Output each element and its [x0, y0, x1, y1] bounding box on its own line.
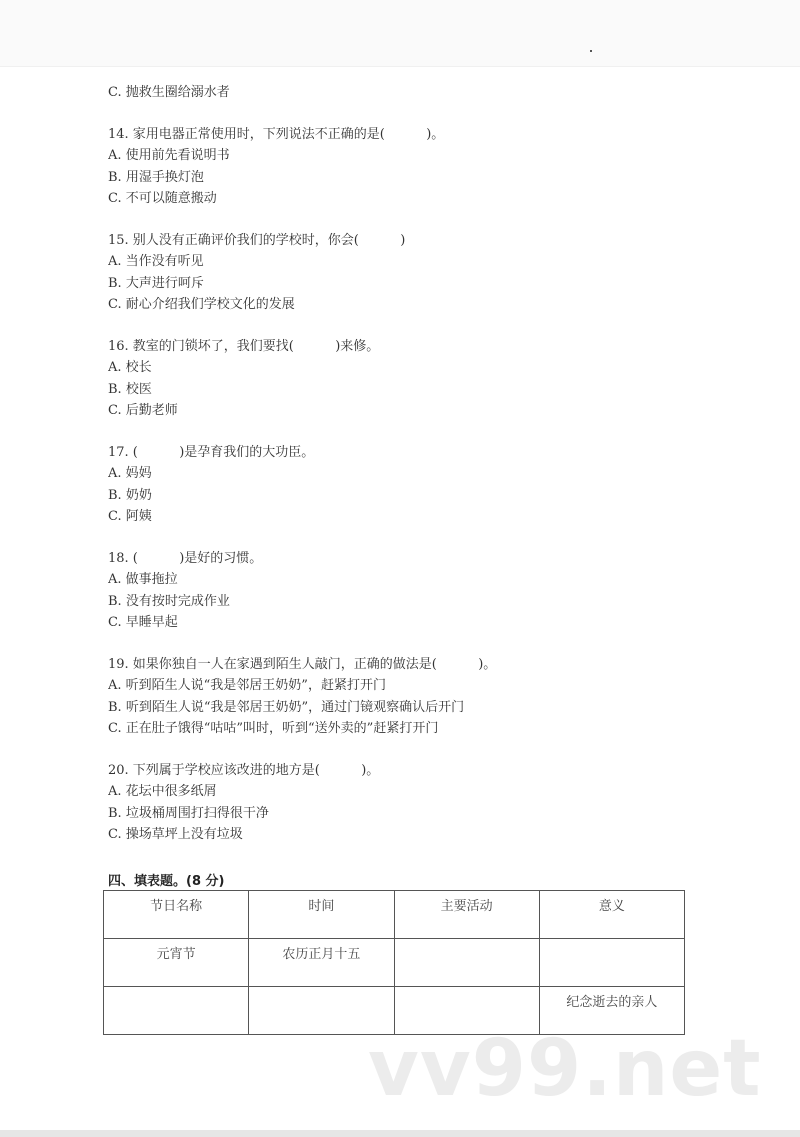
question-option: C. 正在肚子饿得“咕咕”叫时，听到“送外卖的”赶紧打开门: [108, 721, 439, 736]
question-block: [108, 230, 728, 316]
question-option: B. 垃圾桶周围打扫得很干净: [108, 805, 269, 821]
table-header-cell: 节日名称: [104, 891, 249, 939]
question-block: [108, 336, 728, 422]
table-header-row: [104, 891, 685, 939]
question-stem: 17. ( )是孕育我们的大功臣。: [108, 444, 315, 460]
question-stem: 20. 下列属于学校应该改进的地方是( )。: [108, 762, 380, 778]
question-stem: 19. 如果你独自一人在家遇到陌生人敲门，正确的做法是( )。: [108, 656, 497, 672]
question-option: B. 奶奶: [108, 487, 152, 503]
question-block: [108, 548, 728, 634]
table-header-cell: 主要活动: [394, 891, 539, 939]
question-option: C. 耐心介绍我们学校文化的发展: [108, 297, 295, 312]
question-option: C. 不可以随意搬动: [108, 191, 217, 206]
question-block: [108, 760, 728, 846]
question-option: B. 没有按时完成作业: [108, 593, 230, 609]
questions-section: [108, 82, 728, 846]
question-option: B. 大声进行呵斥: [108, 275, 204, 291]
table-header-cell: 意义: [539, 891, 684, 939]
table-cell[interactable]: 农历正月十五: [249, 939, 394, 987]
question-option: A. 妈妈: [108, 466, 152, 481]
question-option: A. 听到陌生人说“我是邻居王奶奶”，赶紧打开门: [108, 678, 386, 693]
question-option: A. 校长: [108, 360, 152, 375]
question-option: A. 花坛中很多纸屑: [108, 784, 217, 799]
fill-table: [103, 890, 685, 1035]
section-heading: 四、填表题。(8 分): [108, 874, 225, 889]
question-option: B. 校医: [108, 381, 152, 397]
table-header-cell: 时间: [249, 891, 394, 939]
question-block: [108, 442, 728, 528]
scan-dot: [590, 50, 592, 52]
page-top-band: [0, 0, 800, 67]
previous-option: C. 抛救生圈给溺水者: [108, 85, 230, 100]
question-option: C. 阿姨: [108, 509, 152, 524]
question-option: A. 做事拖拉: [108, 572, 178, 587]
table-cell[interactable]: [104, 987, 249, 1035]
table-cell[interactable]: 元宵节: [104, 939, 249, 987]
table-cell[interactable]: [539, 939, 684, 987]
question-stem: 18. ( )是好的习惯。: [108, 550, 263, 566]
question-option: B. 用湿手换灯泡: [108, 169, 204, 185]
question-option: C. 操场草坪上没有垃圾: [108, 827, 243, 842]
watermark: vv99.net: [368, 1024, 762, 1114]
question-option: B. 听到陌生人说“我是邻居王奶奶”，通过门镜观察确认后开门: [108, 699, 465, 715]
question-stem: 15. 别人没有正确评价我们的学校时，你会( ): [108, 232, 406, 248]
question-block: [108, 654, 728, 740]
question-block: [108, 124, 728, 210]
question-stem: 16. 教室的门锁坏了，我们要找( )来修。: [108, 338, 380, 354]
table-row: [104, 939, 685, 987]
question-option: A. 当作没有听见: [108, 254, 204, 269]
question-option: C. 早睡早起: [108, 615, 178, 630]
question-stem: 14. 家用电器正常使用时，下列说法不正确的是( )。: [108, 126, 445, 142]
page-bottom-edge: [0, 1130, 800, 1137]
question-option: A. 使用前先看说明书: [108, 148, 230, 163]
question-option: C. 后勤老师: [108, 403, 178, 418]
table-cell[interactable]: 纪念逝去的亲人: [539, 987, 684, 1035]
table-cell[interactable]: [394, 939, 539, 987]
